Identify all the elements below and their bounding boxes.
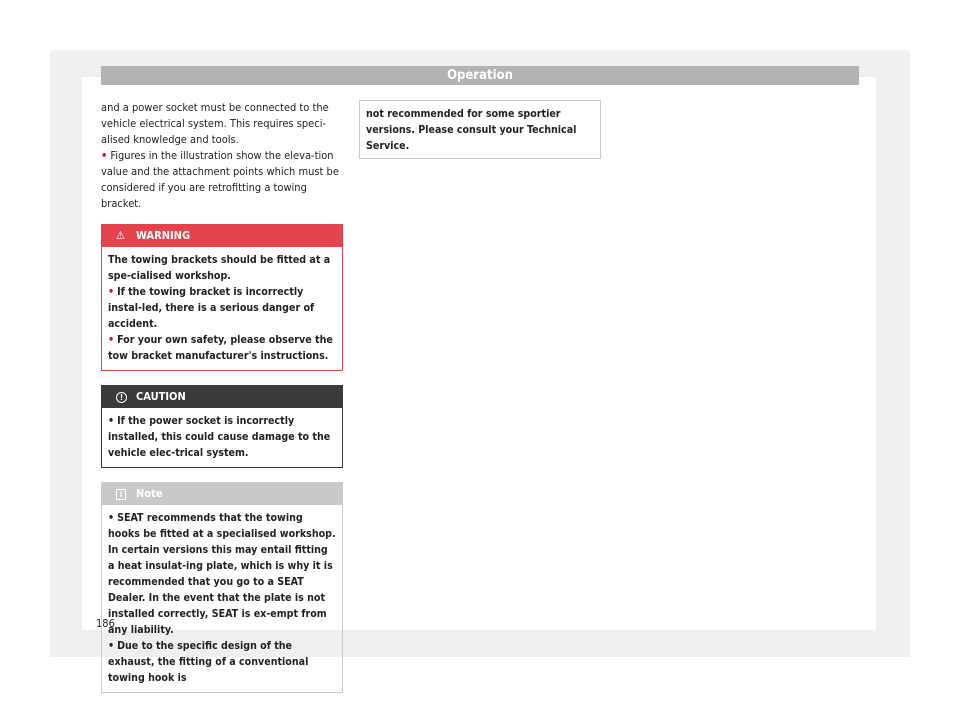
caution-bullet-1: • If the power socket is incorrectly installed, this could cause damage to the vehicle elec-trical system. bbox=[108, 415, 331, 459]
page-number: 186 bbox=[96, 617, 115, 630]
warning-triangle-icon: ⚠ bbox=[116, 229, 125, 242]
warning-text: The towing brackets should be fitted at a spe-cialised workshop. bbox=[108, 254, 331, 282]
info-icon: i bbox=[116, 483, 126, 505]
caution-box bbox=[101, 385, 343, 468]
bullet-paragraph: • Figures in the illustration show the eleva-tion value and the attachment points which must be considered if you are retrofitting a towing bracket. bbox=[101, 149, 339, 210]
note-continuation: not recommended for some sportier versions. Please consult your Technical Service. bbox=[359, 100, 601, 159]
left-column bbox=[101, 100, 343, 693]
note-header bbox=[102, 483, 342, 505]
warning-title: WARNING bbox=[136, 229, 191, 242]
warning-bullet-1: • If the towing bracket is incorrectly instal-led, there is a serious danger of accident. bbox=[108, 286, 315, 330]
warning-header bbox=[102, 225, 342, 247]
warning-bullet-2: • For your own safety, please observe the tow bracket manufacturer's instructions. bbox=[108, 334, 333, 362]
warning-box bbox=[101, 224, 343, 371]
section-header: Operation bbox=[101, 66, 859, 85]
bullet-icon: • bbox=[108, 286, 115, 298]
bullet-icon: • bbox=[108, 334, 115, 346]
bullet-icon: • bbox=[108, 640, 115, 652]
caution-title: CAUTION bbox=[136, 390, 186, 403]
intro-paragraph: and a power socket must be connected to the vehicle electrical system. This requires speci-alised knowledge and tools. bbox=[101, 101, 329, 146]
warning-body bbox=[102, 247, 342, 370]
note-box bbox=[101, 482, 343, 693]
caution-body bbox=[102, 408, 342, 467]
note-title: Note bbox=[136, 487, 163, 500]
right-column bbox=[359, 100, 601, 159]
note-bullet-1: • SEAT recommends that the towing hooks be fitted at a specialised workshop. In certain versions this may entail fitting a heat insulat-ing plate, which is why it is recommended that you go to a SEAT Dealer. In the event that the plate is not installed correctly, SEAT is ex-empt from any liability. bbox=[108, 512, 336, 636]
bullet-icon: • bbox=[108, 415, 115, 427]
caution-circle-icon: ! bbox=[116, 386, 127, 408]
bullet-icon: • bbox=[108, 512, 115, 524]
note-bullet-2: • Due to the specific design of the exhaust, the fitting of a conventional towing hook is bbox=[108, 640, 309, 684]
bullet-icon: • bbox=[101, 149, 108, 162]
caution-header bbox=[102, 386, 342, 408]
note-body bbox=[102, 505, 342, 692]
